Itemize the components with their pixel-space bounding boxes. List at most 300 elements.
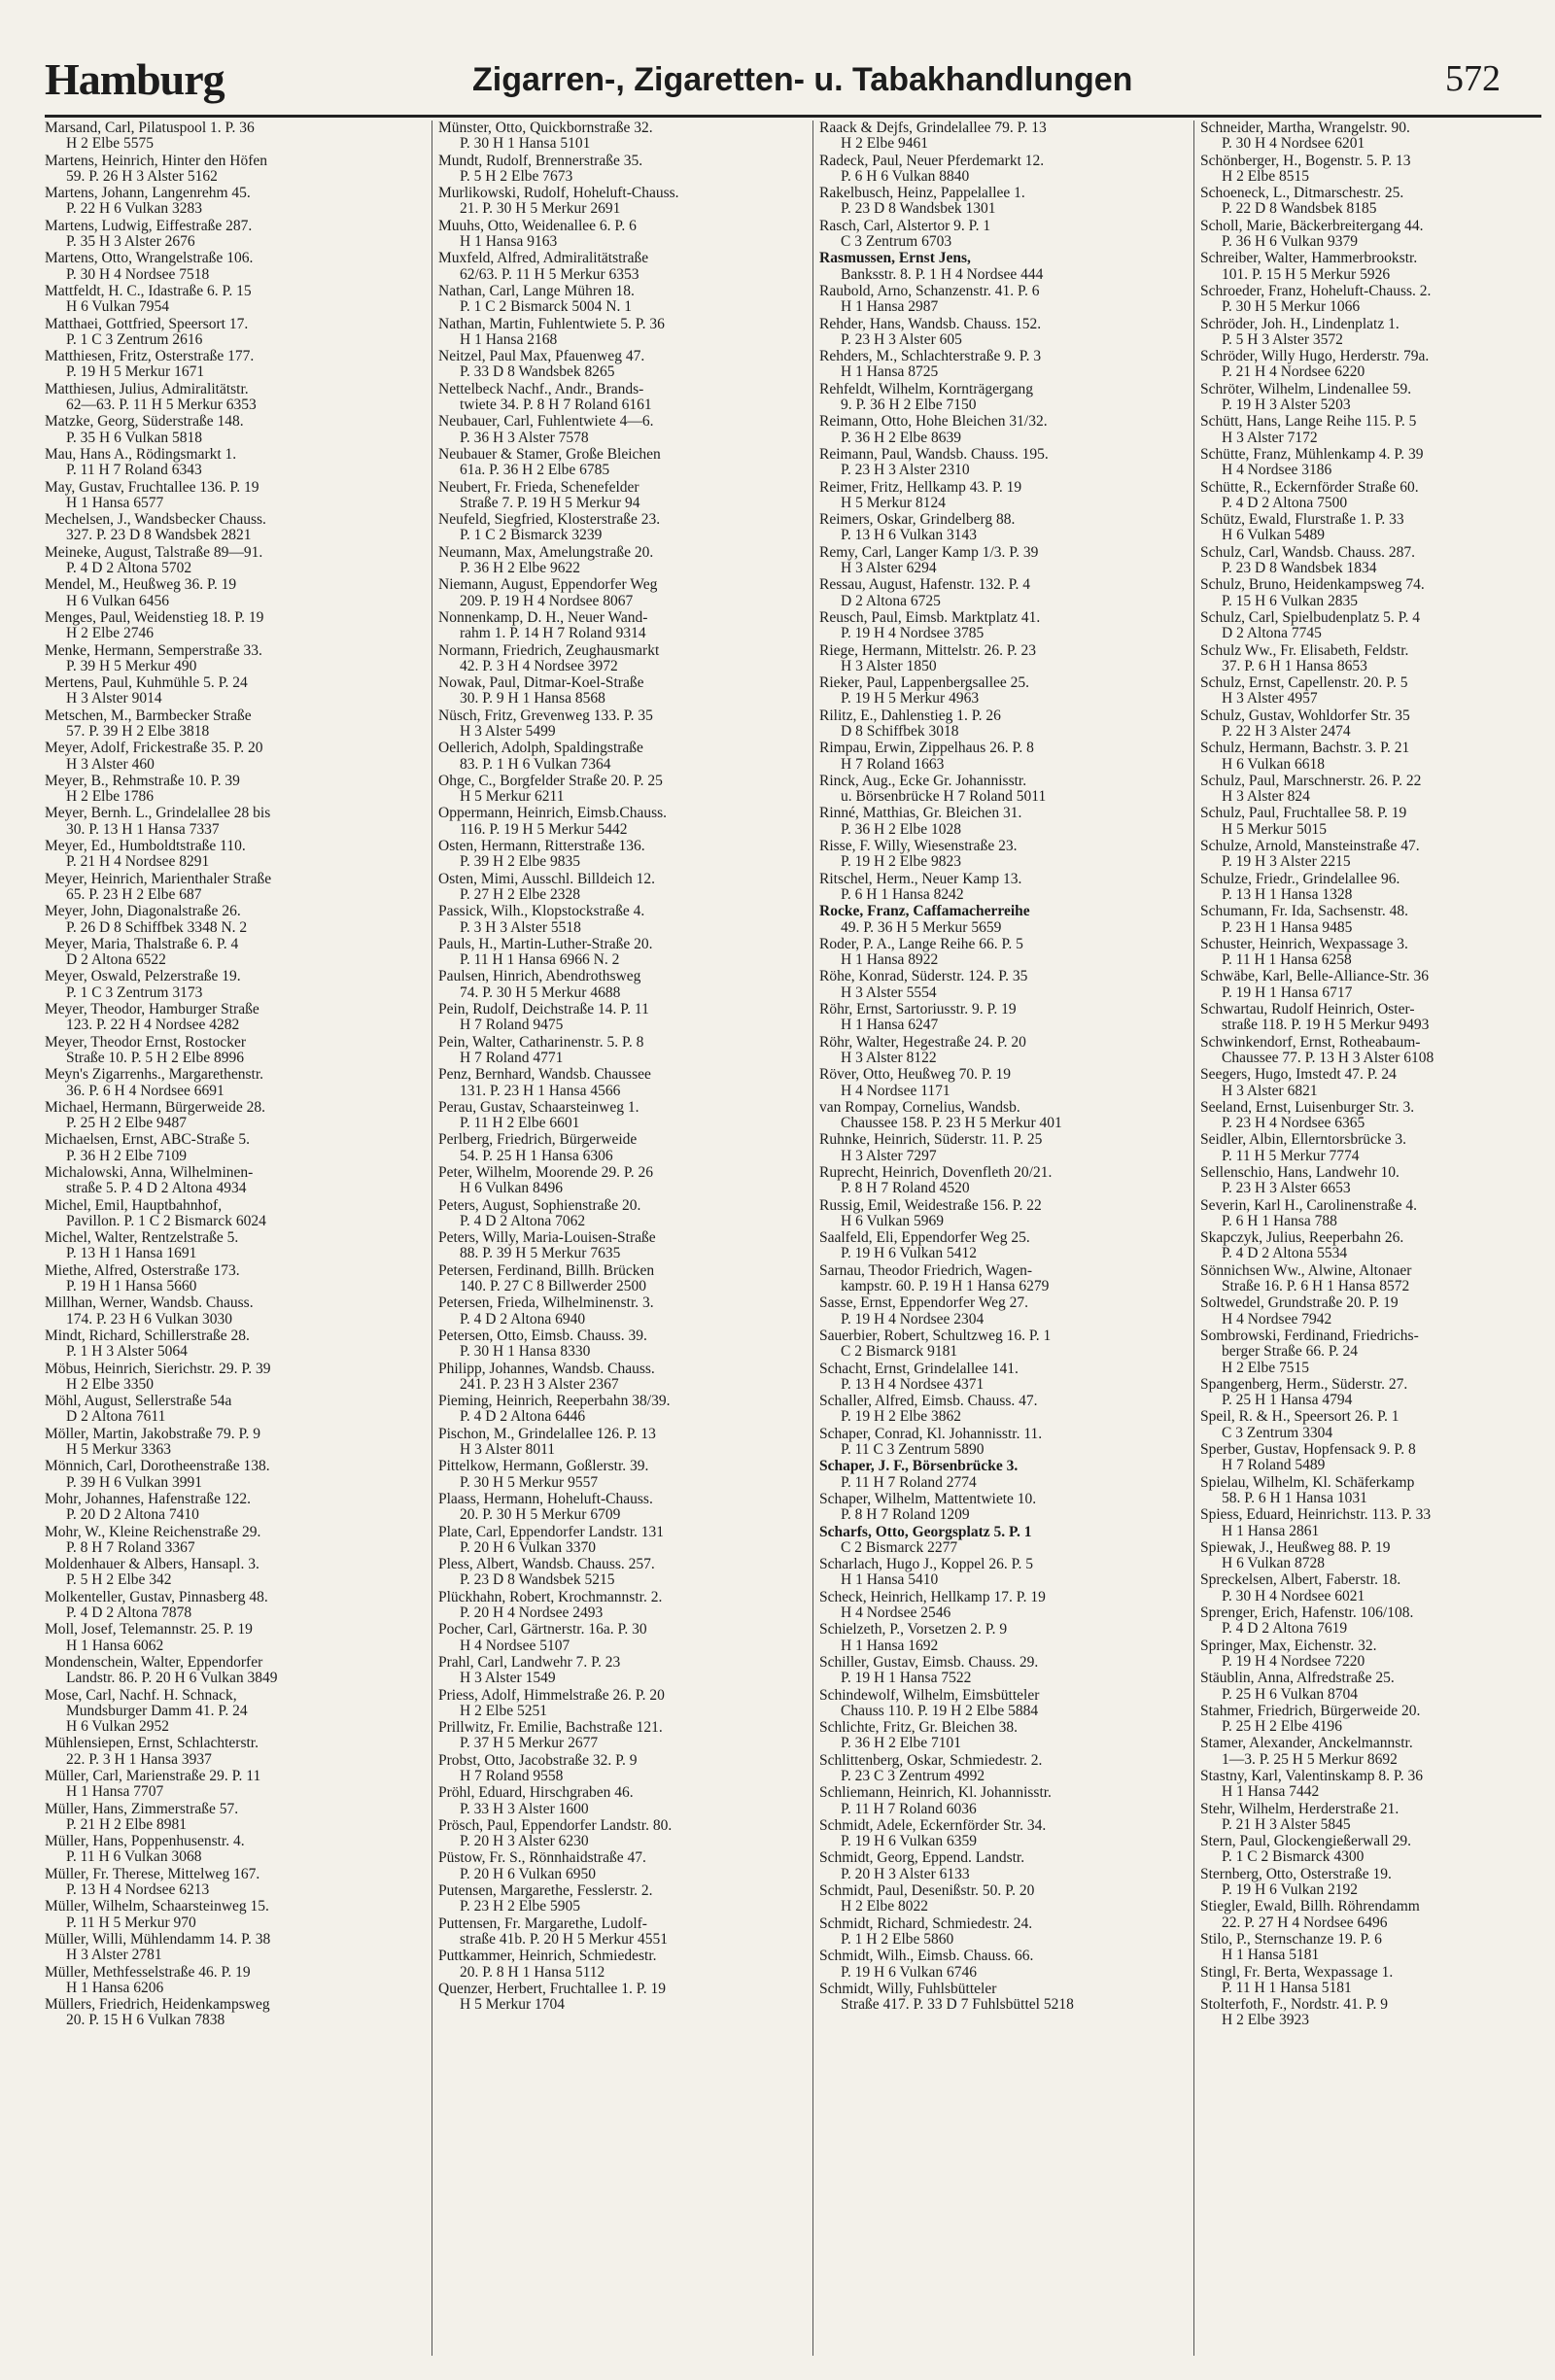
entry-name-line: Michel, Walter, Rentzelstraße 5. <box>45 1230 239 1247</box>
entry-detail-line: 57. P. 39 H 2 Elbe 3818 <box>66 723 210 740</box>
directory-entry <box>1200 806 1548 838</box>
entry-detail-line: H 5 Merkur 8124 <box>841 495 947 511</box>
directory-entry <box>1200 1802 1548 1834</box>
directory-entry <box>1200 1475 1548 1507</box>
entry-name-line: Schulz, Paul, Fruchtallee 58. P. 19 <box>1200 806 1407 822</box>
entry-detail-line: P. 23 H 1 Hansa 9485 <box>1222 919 1353 936</box>
directory-entry <box>1200 219 1548 251</box>
entry-detail-line: Chauss 110. P. 19 H 2 Elbe 5884 <box>841 1703 1039 1719</box>
entry-detail-line: rahm 1. P. 14 H 7 Roland 9314 <box>460 626 646 642</box>
directory-entry <box>45 1362 412 1394</box>
entry-detail-line: P. 4 D 2 Altona 5702 <box>66 561 192 577</box>
directory-entry <box>438 512 806 544</box>
entry-name-line: Ohge, C., Borgfelder Straße 20. P. 25 <box>438 773 663 789</box>
entry-name-line: Scheck, Heinrich, Hellkamp 17. P. 19 <box>819 1589 1046 1605</box>
directory-entry <box>45 1165 412 1197</box>
entry-name-line: Müller, Fr. Therese, Mittelweg 167. <box>45 1866 260 1882</box>
entry-name-line: Pischon, M., Grindelallee 126. P. 13 <box>438 1426 656 1442</box>
directory-entry <box>45 1899 412 1931</box>
entry-detail-line: P. 20 H 6 Vulkan 3370 <box>460 1539 597 1556</box>
directory-entry <box>1200 1328 1548 1376</box>
entry-detail-line: 74. P. 30 H 5 Merkur 4688 <box>460 984 621 1001</box>
directory-entry <box>45 512 412 544</box>
entry-name-line: Peter, Wilhelm, Moorende 29. P. 26 <box>438 1165 654 1181</box>
entry-name-line: Rehders, M., Schlachterstraße 9. P. 3 <box>819 349 1042 365</box>
entry-detail-line: 131. P. 23 H 1 Hansa 4566 <box>460 1083 621 1099</box>
directory-entry <box>438 154 806 186</box>
entry-detail-line: P. 22 D 8 Wandsbek 8185 <box>1222 201 1377 218</box>
entry-detail-line: H 6 Vulkan 5969 <box>841 1213 944 1229</box>
directory-entry <box>1200 1899 1548 1931</box>
entry-name-line: Meyer, Theodor Ernst, Rostocker <box>45 1034 247 1051</box>
entry-name-line: Mose, Carl, Nachf. H. Schnack, <box>45 1687 237 1704</box>
entry-name-line: Ressau, August, Hafenstr. 132. P. 4 <box>819 577 1030 594</box>
entry-detail-line: 20. P. 30 H 5 Merkur 6709 <box>460 1507 621 1524</box>
entry-name-line: Schwäbe, Karl, Belle-Alliance-Str. 36 <box>1200 969 1430 985</box>
directory-columns <box>45 121 1549 2365</box>
entry-name-line: Schumann, Fr. Ida, Sachsenstr. 48. <box>1200 904 1408 920</box>
entry-detail-line: H 4 Nordsee 2546 <box>841 1605 951 1622</box>
directory-entry <box>1200 904 1548 936</box>
entry-detail-line: P. 8 H 7 Roland 1209 <box>841 1507 970 1524</box>
entry-name-line: Neumann, Max, Amelungstraße 20. <box>438 544 654 561</box>
entry-name-line: Schulz, Gustav, Wohldorfer Str. 35 <box>1200 707 1410 724</box>
directory-entry <box>1200 708 1548 741</box>
entry-name-line: Spangenberg, Herm., Süderstr. 27. <box>1200 1376 1408 1393</box>
directory-entry <box>1200 512 1548 544</box>
directory-entry <box>1200 414 1548 446</box>
entry-name-line: Quenzer, Herbert, Fruchtallee 1. P. 19 <box>438 1981 666 1997</box>
entry-name-line: Stamer, Alexander, Anckelmannstr. <box>1200 1736 1413 1752</box>
directory-entry <box>819 1263 1187 1295</box>
entry-name-line: Meyer, Theodor, Hamburger Straße <box>45 1002 259 1018</box>
entry-detail-line: H 1 Hansa 6062 <box>66 1638 164 1654</box>
entry-detail-line: P. 13 H 4 Nordsee 4371 <box>841 1376 985 1393</box>
entry-name-line: Münster, Otto, Quickbornstraße 32. <box>438 121 653 136</box>
entry-name-line: Rilitz, E., Dahlenstieg 1. P. 26 <box>819 707 1001 724</box>
entry-detail-line: H 1 Hansa 1692 <box>841 1638 939 1654</box>
entry-name-line: Mönnich, Carl, Dorotheenstraße 138. <box>45 1459 270 1475</box>
entry-name-line: Michaelsen, Ernst, ABC-Straße 5. <box>45 1132 250 1149</box>
directory-entry <box>819 643 1187 675</box>
entry-detail-line: P. 21 H 4 Nordsee 8291 <box>66 854 210 871</box>
entry-detail-line: P. 36 H 3 Alster 7578 <box>460 430 589 446</box>
entry-name-line: Plückhahn, Robert, Krochmannstr. 2. <box>438 1589 663 1605</box>
directory-entry <box>45 1867 412 1899</box>
directory-entry <box>438 1198 806 1230</box>
entry-name-line: Puttensen, Fr. Margarethe, Ludolf- <box>438 1915 647 1932</box>
entry-name-line: Millhan, Werner, Wandsb. Chauss. <box>45 1295 254 1312</box>
directory-entry <box>1200 186 1548 218</box>
entry-detail-line: Chaussee 77. P. 13 H 3 Alster 6108 <box>1222 1050 1434 1066</box>
directory-entry <box>819 317 1187 349</box>
directory-entry <box>819 1883 1187 1915</box>
entry-name-line: Ruprecht, Heinrich, Dovenfleth 20/21. <box>819 1165 1053 1181</box>
directory-entry <box>819 1525 1187 1557</box>
entry-detail-line: P. 19 H 5 Merkur 4963 <box>841 691 980 707</box>
entry-name-line: Schlittenberg, Oskar, Schmiedestr. 2. <box>819 1752 1043 1769</box>
entry-detail-line: C 2 Bismarck 9181 <box>841 1344 958 1361</box>
directory-entry <box>1200 382 1548 414</box>
entry-detail-line: 36. P. 6 H 4 Nordsee 6691 <box>66 1083 225 1099</box>
entry-detail-line: H 4 Nordsee 3186 <box>1222 463 1332 479</box>
directory-entry <box>438 1590 806 1622</box>
entry-detail-line: P. 6 H 1 Hansa 788 <box>1222 1213 1337 1229</box>
entry-name-line: Schulze, Arnold, Mansteinstraße 47. <box>1200 839 1420 855</box>
directory-entry <box>819 937 1187 969</box>
entry-name-line: Schielzeth, P., Vorsetzen 2. P. 9 <box>819 1622 1008 1638</box>
entry-name-line: Mondenschein, Walter, Eppendorfer <box>45 1654 263 1671</box>
directory-entry <box>819 1230 1187 1262</box>
directory-entry <box>1200 577 1548 609</box>
entry-detail-line: H 2 Elbe 2746 <box>66 626 154 642</box>
entry-detail-line: P. 23 D 8 Wandsbek 5215 <box>460 1572 615 1589</box>
entry-detail-line: P. 19 H 4 Nordsee 7220 <box>1222 1653 1365 1670</box>
entry-name-line: Rimpau, Erwin, Zippelhaus 26. P. 8 <box>819 741 1034 757</box>
entry-name-line: Sombrowski, Ferdinand, Friedrichs- <box>1200 1328 1419 1344</box>
entry-name-line: Menke, Hermann, Semperstraße 33. <box>45 642 262 659</box>
entry-detail-line: P. 30 H 4 Nordsee 6021 <box>1222 1588 1365 1604</box>
entry-detail-line: H 4 Nordsee 5107 <box>460 1638 570 1654</box>
entry-detail-line: Chaussee 158. P. 23 H 5 Merkur 401 <box>841 1116 1062 1132</box>
column-2 <box>432 121 806 2356</box>
entry-name-line: Saalfeld, Eli, Eppendorfer Weg 25. <box>819 1230 1030 1247</box>
entry-detail-line: 88. P. 39 H 5 Merkur 7635 <box>460 1246 621 1262</box>
entry-name-line: Puttkammer, Heinrich, Schmiedestr. <box>438 1949 657 1965</box>
directory-entry <box>45 1394 412 1426</box>
directory-entry <box>819 349 1187 381</box>
entry-name-line: Mühlensiepen, Ernst, Schlachterstr. <box>45 1736 259 1752</box>
directory-entry <box>1200 1965 1548 1997</box>
directory-entry <box>819 1067 1187 1099</box>
entry-detail-line: H 4 Nordsee 7942 <box>1222 1311 1332 1328</box>
entry-name-line: Peters, Willy, Maria-Louisen-Straße <box>438 1230 656 1247</box>
directory-entry <box>438 577 806 609</box>
directory-entry <box>819 414 1187 446</box>
entry-detail-line: H 3 Alster 6294 <box>841 561 937 577</box>
entry-name-line: Mendel, M., Heußweg 36. P. 19 <box>45 577 237 594</box>
directory-entry <box>45 774 412 806</box>
entry-detail-line: P. 30 H 4 Nordsee 7518 <box>66 266 210 283</box>
entry-detail-line: H 7 Roland 9475 <box>460 1018 564 1034</box>
entry-name-line: Schaller, Alfred, Eimsb. Chauss. 47. <box>819 1394 1038 1410</box>
entry-name-line: Neubauer, Carl, Fuhlentwiete 4—6. <box>438 414 654 431</box>
entry-detail-line: H 1 Hansa 7707 <box>66 1784 164 1801</box>
entry-name-line: Neitzel, Paul Max, Pfauenweg 47. <box>438 349 645 365</box>
entry-name-line: Prahl, Carl, Landwehr 7. P. 23 <box>438 1654 621 1671</box>
entry-name-line: Schütz, Ewald, Flurstraße 1. P. 33 <box>1200 512 1404 529</box>
entry-detail-line: H 1 Hansa 7442 <box>1222 1784 1320 1801</box>
directory-entry <box>45 545 412 577</box>
directory-entry <box>438 774 806 806</box>
directory-entry <box>1200 839 1548 871</box>
entry-detail-line: H 4 Nordsee 1171 <box>841 1083 950 1099</box>
entry-detail-line: P. 13 H 6 Vulkan 3143 <box>841 528 978 544</box>
entry-name-line: Schulz, Hermann, Bachstr. 3. P. 21 <box>1200 741 1410 757</box>
directory-entry <box>438 806 806 838</box>
directory-entry <box>438 1818 806 1850</box>
entry-name-line: Müller, Methfesselstraße 46. P. 19 <box>45 1964 251 1981</box>
entry-detail-line: P. 3 H 3 Alster 5518 <box>460 919 581 936</box>
entry-detail-line: P. 13 H 4 Nordsee 6213 <box>66 1882 210 1899</box>
directory-entry <box>45 741 412 773</box>
entry-name-line: Stiegler, Ewald, Billh. Röhrendamm <box>1200 1899 1420 1915</box>
entry-detail-line: P. 6 H 6 Vulkan 8840 <box>841 168 970 185</box>
entry-detail-line: H 2 Elbe 9461 <box>841 136 928 153</box>
entry-detail-line: 54. P. 25 H 1 Hansa 6306 <box>460 1148 613 1164</box>
entry-detail-line: P. 27 H 2 Elbe 2328 <box>460 886 580 903</box>
entry-name-line: Schulz, Bruno, Heidenkampsweg 74. <box>1200 577 1425 594</box>
entry-detail-line: C 3 Zentrum 3304 <box>1222 1425 1333 1441</box>
directory-entry <box>819 610 1187 642</box>
directory-entry <box>438 121 806 153</box>
entry-name-line: Schneider, Martha, Wrangelstr. 90. <box>1200 121 1410 136</box>
column-1 <box>45 121 412 2356</box>
directory-entry <box>45 382 412 414</box>
section-title: Zigarren-, Zigaretten- u. Tabakhandlungen <box>472 61 1133 98</box>
entry-name-line: Perau, Gustav, Schaarsteinweg 1. <box>438 1099 639 1116</box>
directory-entry <box>438 1883 806 1915</box>
entry-detail-line: P. 20 H 4 Nordsee 2493 <box>460 1605 604 1622</box>
directory-entry <box>438 1002 806 1034</box>
entry-name-line: Seidler, Albin, Ellerntorsbrücke 3. <box>1200 1132 1407 1149</box>
directory-entry <box>819 1982 1187 2014</box>
entry-detail-line: H 3 Alster 8011 <box>460 1442 556 1459</box>
directory-entry <box>1200 1867 1548 1899</box>
entry-detail-line: P. 11 H 1 Hansa 6258 <box>1222 952 1352 969</box>
entry-name-line: Pieming, Heinrich, Reeperbahn 38/39. <box>438 1394 671 1410</box>
directory-entry <box>1200 1704 1548 1736</box>
directory-entry <box>819 154 1187 186</box>
entry-detail-line: P. 33 H 3 Alster 1600 <box>460 1801 589 1817</box>
directory-entry <box>819 251 1187 283</box>
directory-entry <box>1200 1736 1548 1768</box>
entry-name-line: Sasse, Ernst, Eppendorfer Weg 27. <box>819 1295 1028 1312</box>
directory-entry <box>819 447 1187 479</box>
entry-name-line: Schulz, Ernst, Capellenstr. 20. P. 5 <box>1200 675 1408 692</box>
entry-name-line: Nathan, Martin, Fuhlentwiete 5. P. 36 <box>438 316 665 332</box>
entry-detail-line: P. 20 H 6 Vulkan 6950 <box>460 1866 597 1882</box>
entry-name-line: Petersen, Frieda, Wilhelminenstr. 3. <box>438 1295 654 1312</box>
directory-entry <box>1200 1605 1548 1638</box>
directory-entry <box>438 480 806 512</box>
directory-entry <box>438 904 806 936</box>
entry-detail-line: H 1 Hansa 5410 <box>841 1572 939 1589</box>
entry-detail-line: P. 21 H 4 Nordsee 6220 <box>1222 364 1365 381</box>
entry-name-line: Röhe, Konrad, Süderstr. 124. P. 35 <box>819 969 1028 985</box>
entry-detail-line: H 7 Roland 1663 <box>841 756 945 773</box>
entry-detail-line: P. 19 H 5 Merkur 1671 <box>66 364 205 381</box>
entry-detail-line: H 1 Hansa 8922 <box>841 952 939 969</box>
page-header <box>45 53 1510 116</box>
directory-entry <box>819 1132 1187 1164</box>
entry-name-line: Schaper, Conrad, Kl. Johannisstr. 11. <box>819 1426 1043 1442</box>
entry-detail-line: 327. P. 23 D 8 Wandsbek 2821 <box>66 528 252 544</box>
entry-name-line: Schulz, Carl, Spielbudenplatz 5. P. 4 <box>1200 609 1421 626</box>
directory-entry <box>438 1785 806 1817</box>
directory-entry <box>438 1655 806 1687</box>
entry-detail-line: 49. P. 36 H 5 Merkur 5659 <box>841 919 1002 936</box>
entry-name-line: Meyer, Heinrich, Marienthaler Straße <box>45 871 272 887</box>
entry-name-line: Mohr, Johannes, Hafenstraße 122. <box>45 1491 252 1507</box>
directory-entry <box>1200 1002 1548 1034</box>
entry-name-line: Riege, Hermann, Mittelstr. 26. P. 23 <box>819 642 1037 659</box>
entry-name-line: Pauls, H., Martin-Luther-Straße 20. <box>438 936 653 952</box>
entry-detail-line: P. 25 H 2 Elbe 4196 <box>1222 1719 1342 1736</box>
directory-entry <box>438 284 806 316</box>
entry-name-line: van Rompay, Cornelius, Wandsb. <box>819 1099 1020 1116</box>
entry-detail-line: P. 4 D 2 Altona 7619 <box>1222 1621 1348 1638</box>
entry-name-line: Rasch, Carl, Alstertor 9. P. 1 <box>819 218 991 234</box>
directory-entry <box>45 937 412 969</box>
entry-detail-line: Banksstr. 8. P. 1 H 4 Nordsee 444 <box>841 266 1044 283</box>
directory-entry <box>819 219 1187 251</box>
entry-detail-line: P. 23 D 8 Wandsbek 1301 <box>841 201 996 218</box>
entry-detail-line: H 5 Merkur 5015 <box>1222 821 1328 838</box>
entry-name-line: Marsand, Carl, Pilatuspool 1. P. 36 <box>45 121 255 136</box>
directory-entry <box>45 708 412 741</box>
entry-name-line: Schulz, Paul, Marschnerstr. 26. P. 22 <box>1200 773 1422 789</box>
entry-detail-line: P. 11 H 1 Hansa 6966 N. 2 <box>460 952 620 969</box>
directory-entry <box>819 121 1187 153</box>
entry-detail-line: P. 19 H 6 Vulkan 6359 <box>841 1834 978 1850</box>
directory-entry <box>45 480 412 512</box>
directory-entry <box>438 675 806 707</box>
entry-name-line: Molkenteller, Gustav, Pinnasberg 48. <box>45 1589 268 1605</box>
entry-name-line: Osten, Mimi, Ausschl. Billdeich 12. <box>438 871 656 887</box>
entry-name-line: Perlberg, Friedrich, Bürgerweide <box>438 1132 638 1149</box>
directory-entry <box>438 610 806 642</box>
entry-name-line: Ritschel, Herm., Neuer Kamp 13. <box>819 871 1022 887</box>
entry-name-line: Roder, P. A., Lange Reihe 66. P. 5 <box>819 936 1023 952</box>
entry-name-line: Nathan, Carl, Lange Mühren 18. <box>438 283 635 299</box>
entry-name-line: Schütte, Franz, Mühlenkamp 4. P. 39 <box>1200 446 1424 463</box>
entry-name-line: Nettelbeck Nachf., Andr., Brands- <box>438 381 644 397</box>
entry-name-line: Stäublin, Anna, Alfredstraße 25. <box>1200 1671 1395 1687</box>
entry-detail-line: P. 19 H 6 Vulkan 6746 <box>841 1964 978 1981</box>
entry-detail-line: P. 11 H 5 Merkur 970 <box>66 1914 196 1931</box>
entry-detail-line: P. 11 H 7 Roland 6343 <box>66 463 202 479</box>
entry-name-line: Spiess, Eduard, Heinrichstr. 113. P. 33 <box>1200 1507 1432 1524</box>
entry-detail-line: H 3 Alster 1549 <box>460 1671 556 1687</box>
entry-name-line: Neubauer & Stamer, Große Bleichen <box>438 446 661 463</box>
entry-detail-line: 20. P. 15 H 6 Vulkan 7838 <box>66 2013 225 2029</box>
entry-detail-line: P. 11 H 2 Elbe 6601 <box>460 1116 580 1132</box>
entry-name-line: Mattfeldt, H. C., Idastraße 6. P. 15 <box>45 283 252 299</box>
directory-entry <box>819 1492 1187 1524</box>
entry-name-line: Sauerbier, Robert, Schultzweg 16. P. 1 <box>819 1328 1052 1344</box>
entry-name-line: Röhr, Ernst, Sartoriusstr. 9. P. 19 <box>819 1002 1017 1018</box>
directory-entry <box>438 1525 806 1557</box>
entry-detail-line: P. 30 H 5 Merkur 1066 <box>1222 299 1361 316</box>
entry-name-line: Neufeld, Siegfried, Klosterstraße 23. <box>438 512 661 529</box>
directory-entry <box>438 317 806 349</box>
entry-name-line: Miethe, Alfred, Osterstraße 173. <box>45 1262 240 1279</box>
entry-detail-line: P. 35 H 3 Alster 2676 <box>66 234 195 251</box>
entry-name-line: Normann, Friedrich, Zeughausmarkt <box>438 642 660 659</box>
directory-entry <box>438 708 806 741</box>
entry-detail-line: P. 11 H 1 Hansa 5181 <box>1222 1980 1352 1996</box>
directory-entry <box>819 1590 1187 1622</box>
directory-entry <box>819 675 1187 707</box>
entry-detail-line: H 3 Alster 5554 <box>841 984 937 1001</box>
page-number: 572 <box>1445 58 1501 99</box>
entry-detail-line: 140. P. 27 C 8 Billwerder 2500 <box>460 1279 647 1295</box>
entry-detail-line: P. 23 H 3 Alster 6653 <box>1222 1181 1351 1197</box>
entry-detail-line: berger Straße 66. P. 24 <box>1222 1344 1359 1361</box>
directory-entry <box>1200 937 1548 969</box>
entry-detail-line: P. 19 H 6 Vulkan 5412 <box>841 1246 978 1262</box>
entry-detail-line: H 3 Alster 8122 <box>841 1050 937 1066</box>
entry-name-line: Matthaei, Gottfried, Speersort 17. <box>45 316 249 332</box>
entry-name-line: Müller, Hans, Zimmerstraße 57. <box>45 1801 239 1817</box>
entry-detail-line: Mundsburger Damm 41. P. 24 <box>66 1703 248 1719</box>
entry-detail-line: H 3 Alster 9014 <box>66 691 162 707</box>
entry-detail-line: P. 8 H 7 Roland 3367 <box>66 1539 195 1556</box>
directory-entry <box>819 1622 1187 1654</box>
entry-name-line: Schröder, Willy Hugo, Herderstr. 79a. <box>1200 349 1430 365</box>
directory-entry <box>45 154 412 186</box>
directory-entry <box>438 1067 806 1099</box>
directory-entry <box>1200 1295 1548 1328</box>
entry-detail-line: P. 8 H 7 Roland 4520 <box>841 1181 970 1197</box>
entry-detail-line: P. 23 H 3 Alster 2310 <box>841 463 970 479</box>
directory-entry <box>438 447 806 479</box>
entry-detail-line: P. 5 H 2 Elbe 342 <box>66 1572 172 1589</box>
entry-detail-line: P. 36 H 6 Vulkan 9379 <box>1222 234 1359 251</box>
directory-entry <box>438 969 806 1001</box>
entry-name-line: Rehfeldt, Wilhelm, Kornträgergang <box>819 381 1034 397</box>
entry-detail-line: P. 1 C 3 Zentrum 2616 <box>66 331 203 348</box>
entry-name-line: Osten, Hermann, Ritterstraße 136. <box>438 839 645 855</box>
directory-entry <box>1200 610 1548 642</box>
entry-name-line: Matzke, Georg, Süderstraße 148. <box>45 414 244 431</box>
entry-detail-line: H 1 Hansa 6247 <box>841 1018 939 1034</box>
entry-detail-line: D 2 Altona 7611 <box>66 1409 166 1426</box>
entry-name-line: Reimers, Oskar, Grindelberg 88. <box>819 512 1016 529</box>
directory-entry <box>1200 741 1548 773</box>
directory-entry <box>1200 1507 1548 1539</box>
entry-detail-line: u. Börsenbrücke H 7 Roland 5011 <box>841 789 1047 806</box>
entry-name-line: Meyer, Adolf, Frickestraße 35. P. 20 <box>45 741 263 757</box>
entry-detail-line: P. 4 D 2 Altona 7062 <box>460 1213 586 1229</box>
directory-entry <box>45 1035 412 1067</box>
entry-name-line: Matthiesen, Fritz, Osterstraße 177. <box>45 349 255 365</box>
entry-name-line: Pittelkow, Hermann, Goßlerstr. 39. <box>438 1459 649 1475</box>
directory-entry <box>1200 480 1548 512</box>
directory-entry <box>819 480 1187 512</box>
entry-detail-line: P. 13 H 1 Hansa 1328 <box>1222 886 1353 903</box>
entry-detail-line: Straße 16. P. 6 H 1 Hansa 8572 <box>1222 1279 1410 1295</box>
directory-entry <box>438 382 806 414</box>
entry-detail-line: P. 5 H 2 Elbe 7673 <box>460 168 573 185</box>
directory-entry <box>819 577 1187 609</box>
entry-detail-line: P. 19 H 2 Elbe 3862 <box>841 1409 961 1426</box>
entry-detail-line: D 8 Schiffbek 3018 <box>841 723 959 740</box>
entry-name-line: Schmidt, Willy, Fuhlsbütteler <box>819 1981 997 1997</box>
entry-detail-line: H 5 Merkur 3363 <box>66 1442 172 1459</box>
entry-detail-line: Straße 7. P. 19 H 5 Merkur 94 <box>460 495 640 511</box>
directory-entry <box>438 1362 806 1394</box>
entry-detail-line: H 3 Alster 824 <box>1222 789 1310 806</box>
entry-name-line: Matthiesen, Julius, Admiralitätstr. <box>45 381 249 397</box>
entry-detail-line: P. 39 H 2 Elbe 9835 <box>460 854 580 871</box>
entry-detail-line: H 3 Alster 5499 <box>460 723 556 740</box>
entry-name-line: Muxfeld, Alfred, Admiralitätstraße <box>438 251 649 267</box>
entry-name-line: Sprenger, Erich, Hafenstr. 106/108. <box>1200 1605 1414 1622</box>
entry-detail-line: P. 4 D 2 Altona 7500 <box>1222 495 1348 511</box>
entry-name-line: Raack & Dejfs, Grindelallee 79. P. 13 <box>819 121 1047 136</box>
